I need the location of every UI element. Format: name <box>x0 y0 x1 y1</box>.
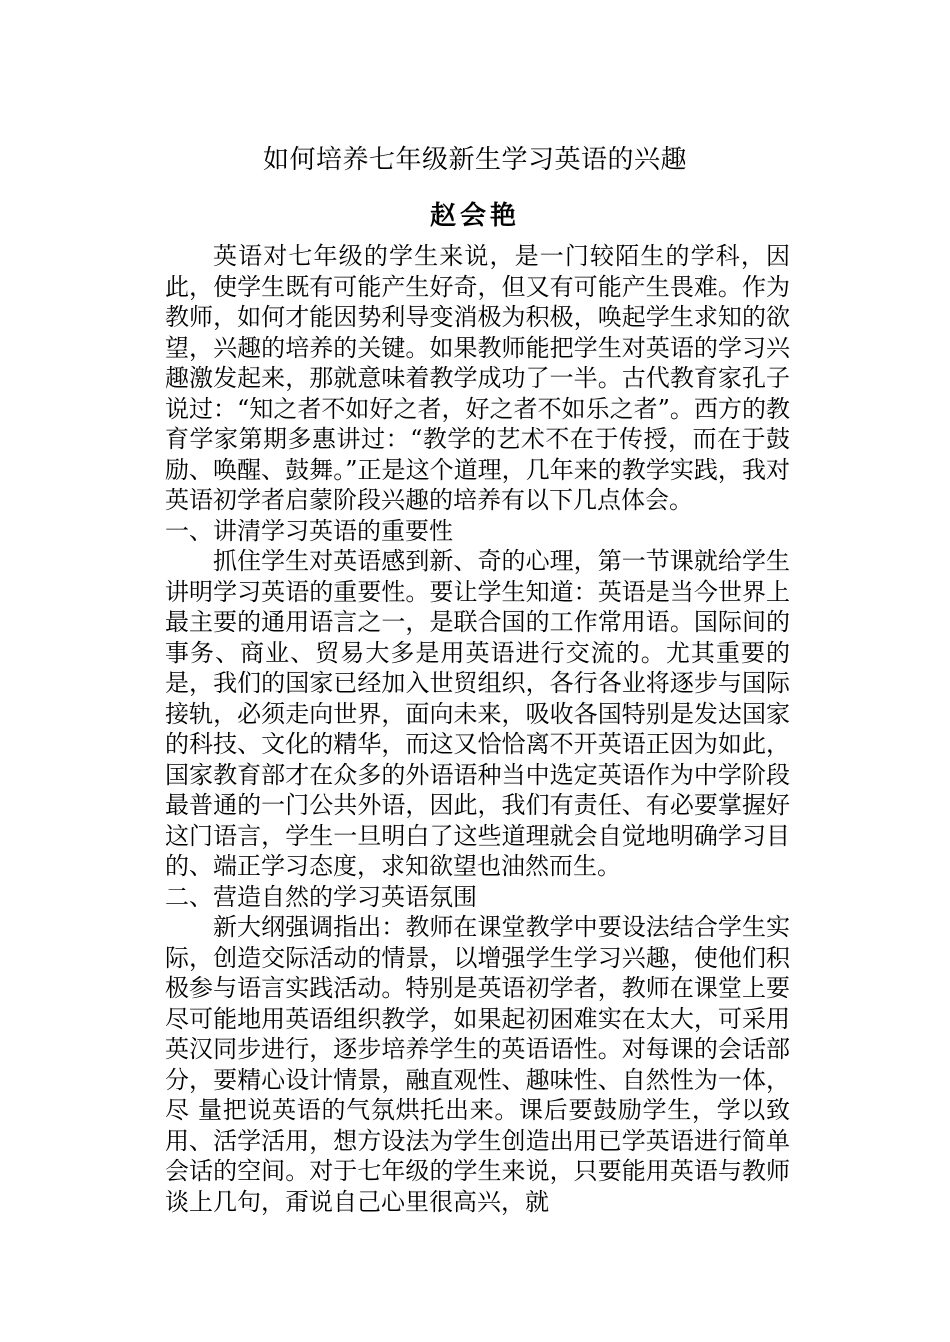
document-body <box>165 241 790 1217</box>
section-1-paragraph: 抓住学生对英语感到新、奇的心理，第一节课就给学生讲明学习英语的重要性。要让学生知道：英语是当今世界上最主要的通用语言之一，是联合国的工作常用语。国际间的事务、商业、贸易大多是用英语进行交流的。尤其重要的是，我们的国家已经加入世贸组织，各行各业将逐步与国际接轨，必须走向世界，面向未来，吸收各国特别是发达国家的科技、文化的精华，而这又恰恰离不开英语正因为如此，国家教育部才在众多的外语语种当中选定英语作为中学阶段最普通的一门公共外语，因此，我们有责任、有必要掌握好这门语言，学生一旦明白了这些道理就会自觉地明确学习目的、端正学习态度，求知欲望也油然而生。 <box>165 547 790 880</box>
document-title: 如何培养七年级新生学习英语的兴趣 <box>262 145 687 175</box>
intro-paragraph: 英语对七年级的学生来说，是一门较陌生的学科，因此，使学生既有可能产生好奇，但又有可能产生畏难。作为教师，如何才能因势利导变消极为积极，唤起学生求知的欲望，兴趣的培养的关键。如果教师能把学生对英语的学习兴趣激发起来，那就意味着教学成功了一半。古代教育家孔子说过：“知之者不如好之者，好之者不如乐之者”。西方的教育学家第期多惠讲过：“教学的艺术不在于传授，而在于鼓励、唤醒、鼓舞。”正是这个道理，几年来的教学实践，我对英语初学者启蒙阶段兴趣的培养有以下几点体会。 <box>165 242 790 514</box>
section-heading-1: 一、讲清学习英语的重要性 <box>165 516 453 545</box>
section-2-paragraph: 新大纲强调指出：教师在课堂教学中要设法结合学生实际，创造交际活动的情景，以增强学生学习兴趣，使他们积极参与语言实践活动。特别是英语初学者，教师在课堂上要尽可能地用英语组织教学，如果起初困难实在太大，可采用英汉同步进行，逐步培养学生的英语语性。对每课的会话部分，要精心设计情景，融直观性、趣味性、自然性为一体，尽 量把说英语的气氛烘托出来。课后要鼓励学生，学以致用、活学活用，想方设法为学生创造出用已学英语进行简单会话的空间。对于七年级的学生来说，只要能用英语与教师谈上几句，甭说自己心里很高兴，就 <box>165 913 790 1216</box>
author-name: 赵会艳 <box>429 201 520 231</box>
section-heading-2: 二、营造自然的学习英语氛围 <box>165 882 477 911</box>
